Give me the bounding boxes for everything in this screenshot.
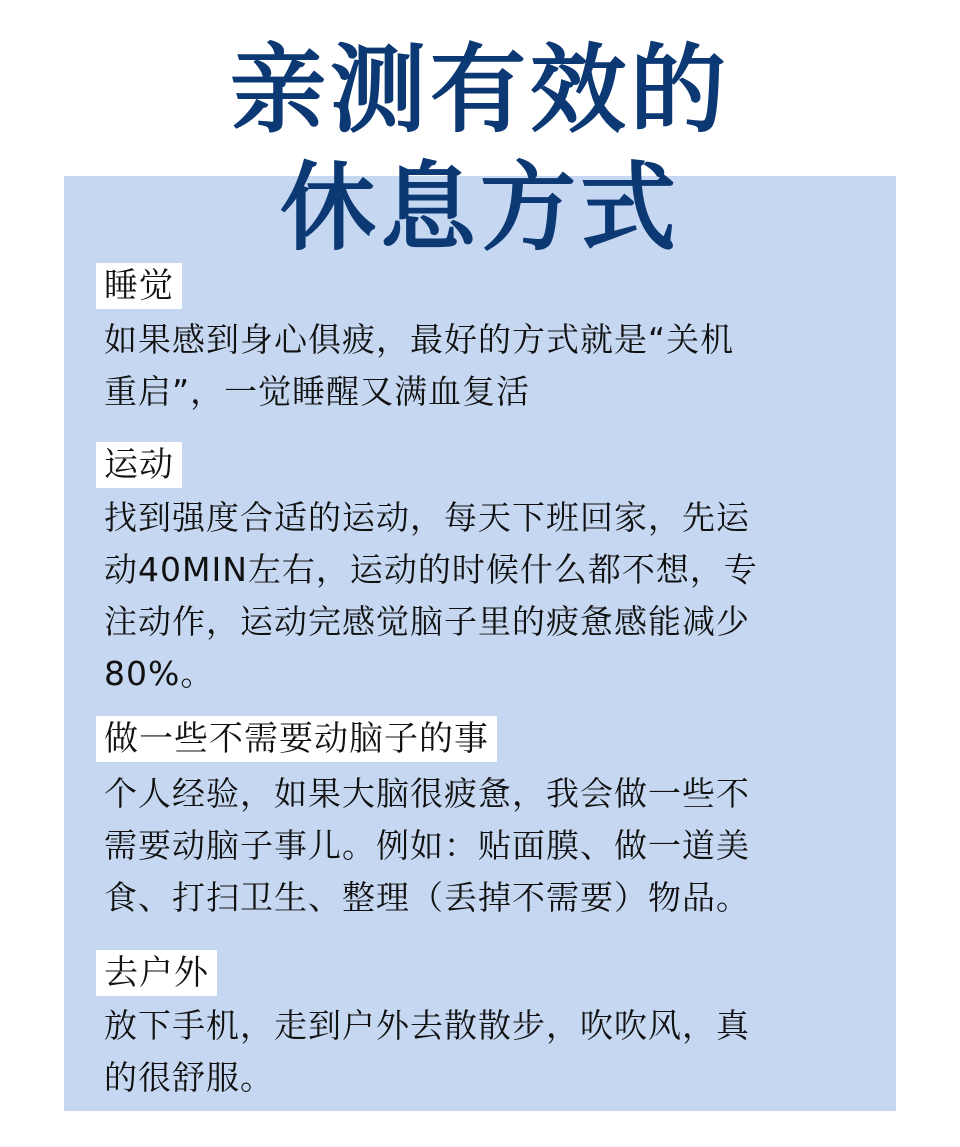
section-body-line: 80%。 (104, 654, 215, 693)
section-body-sleep (104, 314, 864, 418)
section-label-no-brain-tasks: 做一些不需要动脑子的事 (96, 716, 497, 762)
section-body-line: 注动作，运动完感觉脑子里的疲惫感能减少 (104, 602, 750, 641)
section-body-line: 食、打扫卫生、整理（丢掉不需要）物品。 (104, 878, 750, 917)
section-body-no-brain-tasks (104, 768, 864, 924)
section-body-outdoors (104, 1000, 864, 1104)
section-label-exercise: 运动 (96, 442, 182, 488)
section-label-sleep: 睡觉 (96, 263, 182, 309)
page-title-line-2: 休息方式 (280, 152, 680, 264)
section-body-exercise (104, 492, 864, 700)
section-body-line: 如果感到身心俱疲，最好的方式就是“关机 (104, 320, 735, 359)
section-body-line: 的很舒服。 (104, 1058, 274, 1097)
section-body-line: 动40MIN左右，运动的时候什么都不想，专 (104, 550, 758, 589)
section-body-line: 重启”，一觉睡醒又满血复活 (104, 372, 531, 411)
section-body-line: 需要动脑子事儿。例如：贴面膜、做一道美 (104, 826, 750, 865)
section-label-outdoors: 去户外 (96, 950, 217, 996)
section-body-line: 个人经验，如果大脑很疲惫，我会做一些不 (104, 774, 750, 813)
page-title-line-1: 亲测有效的 (230, 34, 730, 146)
section-body-line: 放下手机，走到户外去散散步，吹吹风，真 (104, 1006, 750, 1045)
section-body-line: 找到强度合适的运动，每天下班回家，先运 (104, 498, 750, 537)
